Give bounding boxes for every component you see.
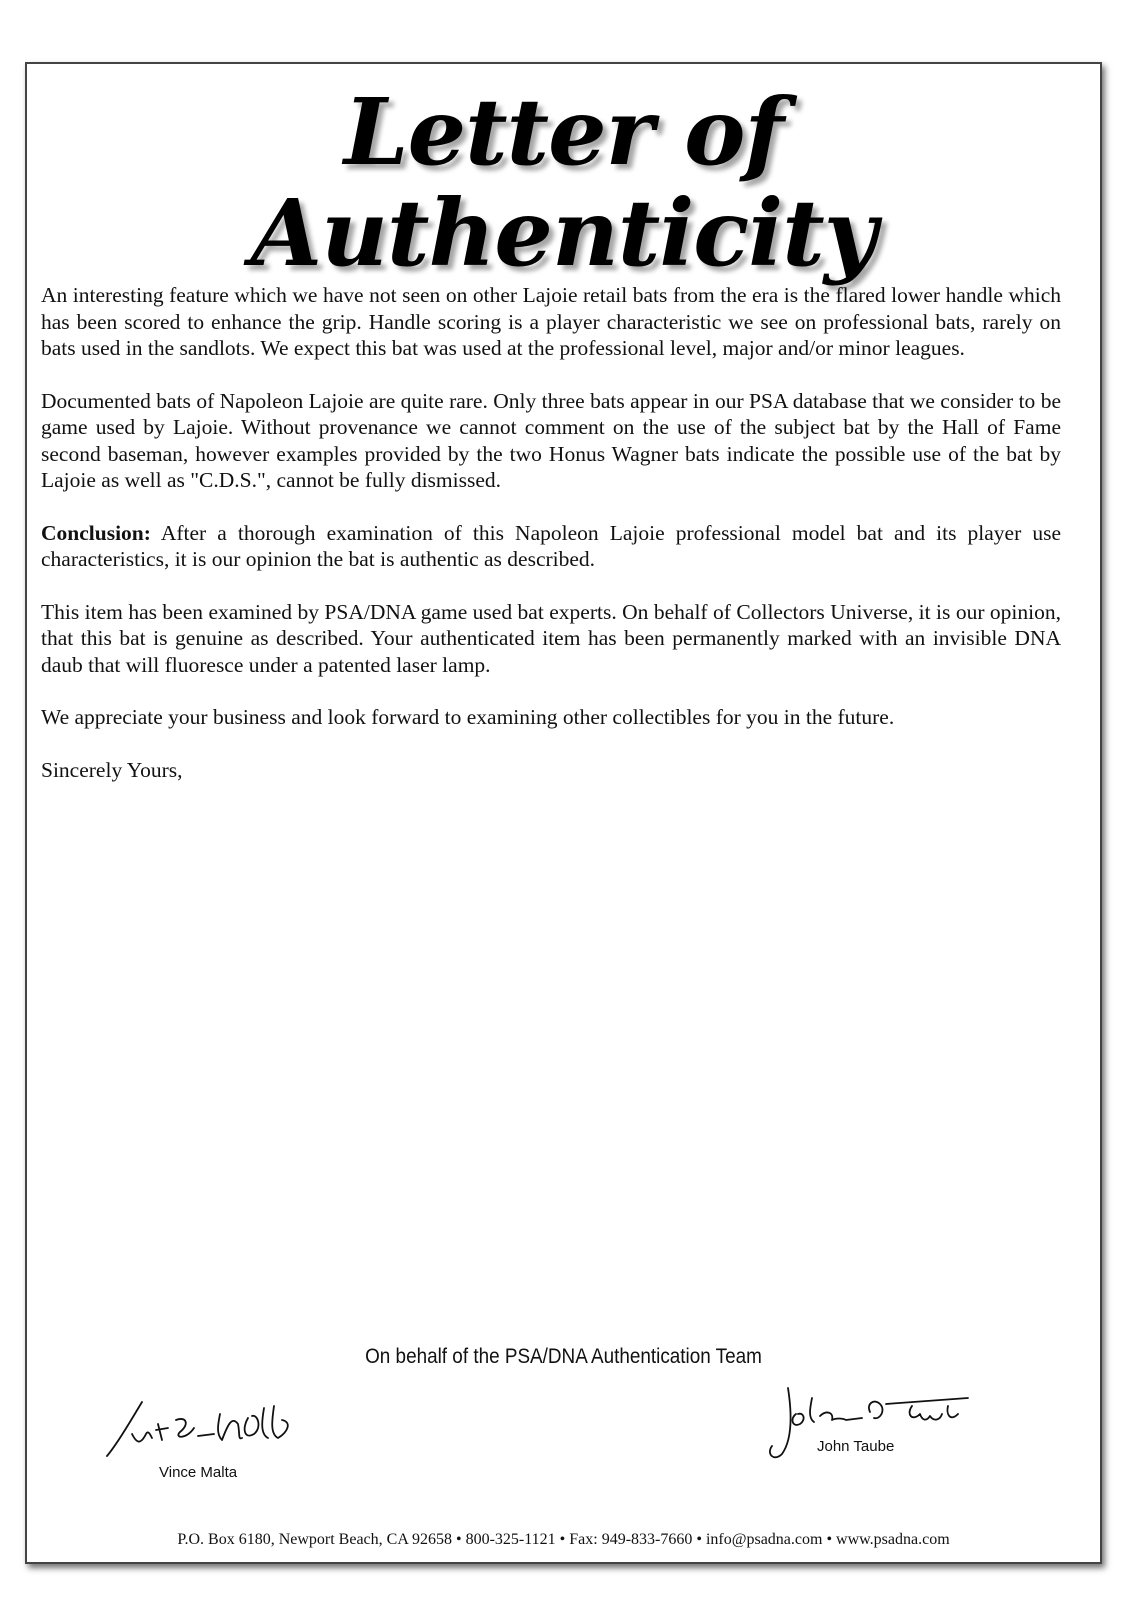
paragraph-handle-feature: An interesting feature which we have not seen on other Lajoie retail bats from the era is the flared lower handle which has been scored to enhance the grip. Handle scoring is a player characteristic we see on professional bats, rarely on bats used in the sandlots. We expect this bat was used at the professional level, major and/or minor leagues. (41, 283, 1061, 360)
letterhead-footer: P.O. Box 6180, Newport Beach, CA 92658 • 800-325-1121 • Fax: 949-833-7660 • info@psadna.com • www.psadna.com (177, 1531, 950, 1548)
signature-block-left (97, 1394, 307, 1481)
paragraph-appreciation: We appreciate your business and look forward to examining other collectibles for you in the future. (41, 705, 895, 729)
signer-name-right: John Taube (817, 1438, 895, 1455)
conclusion-text: After a thorough examination of this Napoleon Lajoie professional model bat and its player use characteristics, it is our opinion the bat is authentic as described. (41, 520, 1061, 571)
closing: Sincerely Yours, (41, 757, 183, 782)
letter-title: Letter of Authenticity (250, 78, 877, 288)
conclusion-label: Conclusion: (41, 520, 151, 545)
paragraph-conclusion (41, 520, 1061, 573)
signer-name-left: Vince Malta (159, 1464, 238, 1481)
paragraph-documented-bats: Documented bats of Napoleon Lajoie are quite rare. Only three bats appear in our PSA database that we consider to be game used by Lajoie. Without provenance we cannot comment on the use of the subject bat by the Hall of Fame second baseman, however examples provided by the two Honus Wagner bats indicate the possible use of the bat by Lajoie as well as "C.D.S.", cannot be fully dismissed. (41, 388, 1061, 492)
behalf-line: On behalf of the PSA/DNA Authentication Team (365, 1345, 762, 1368)
signature-vince-malta (102, 1394, 302, 1464)
letter-page (25, 62, 1102, 1564)
paragraph-examination: This item has been examined by PSA/DNA game used bat experts. On behalf of Collectors Universe, it is our opinion, that this bat is genuine as described. Your authenticated item has been permanently marked with an invisible DNA daub that will fluoresce under a patented laser lamp. (41, 599, 1061, 677)
signature-block-right (757, 1384, 977, 1469)
letter-body (41, 282, 1061, 809)
